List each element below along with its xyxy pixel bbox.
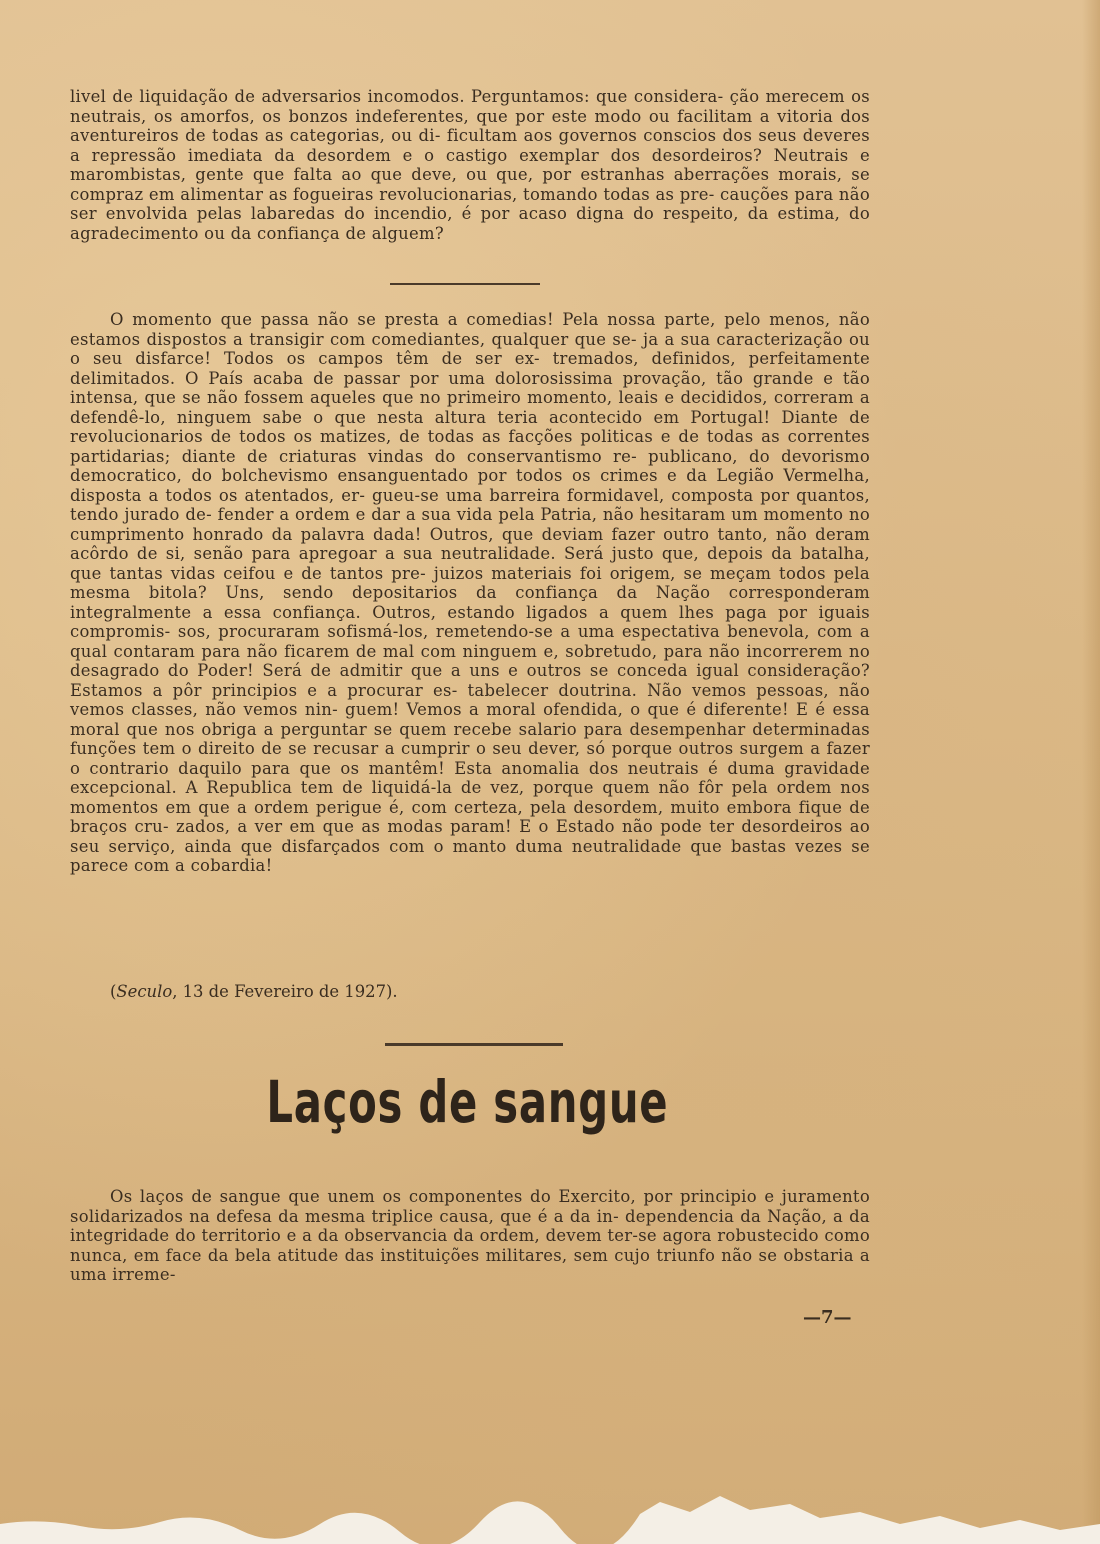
page-number: —7— <box>803 1307 852 1328</box>
paragraph-text: Os laços de sangue que unem os componentes do Exercito, por principio e juramento solidarizados na defesa da mesma triplice causa, que é a da in- dependencia da Nação, a da integridade do territorio e a da observancia da ordem, devem ter-se agora robustecido como nunca, em face da bela atitude das instituições militares, sem cujo triunfo não se obstaria a uma irreme- <box>70 1187 870 1284</box>
paper-edge-shadow <box>1082 0 1100 1544</box>
article-main-paragraph <box>70 310 870 876</box>
article-continuation-paragraph <box>70 87 870 243</box>
source-publication: Seculo <box>116 982 173 1001</box>
torn-bottom-edge <box>0 1484 1100 1544</box>
section-divider <box>385 1043 563 1046</box>
article-title: Laços de sangue <box>266 1068 669 1136</box>
paragraph-text: O momento que passa não se presta a comedias! Pela nossa parte, pelo menos, não estamos dispostos a transigir com comediantes, qualquer que se- ja a sua caracterização ou o seu disfarce! Todos os campos têm de ser ex- tremados, definidos, perfeitamente delimitados. O País acaba de passar por uma dolorosissima provação, tão grande e tão intensa, que se não fossem aqueles que no primeiro momento, leais e decididos, correram a defendê-lo, ninguem sabe o que nesta altura teria acontecido em Portugal! Diante de revolucionarios de todos os matizes, de todas as facções politicas e de todas as correntes partidarias; diante de criaturas vindas do conservantismo re- publicano, do devorismo democratico, do bolchevismo ensanguentado por todos os crimes e da Legião Vermelha, disposta a todos os atentados, er- gueu-se uma barreira formidavel, composta por quantos, tendo jurado de- fender a ordem e dar a sua vida pela Patria, não hesitaram um momento no cumprimento honrado da palavra dada! Outros, que deviam fazer outro tanto, não deram acôrdo de si, senão para apregoar a sua neutralidade. Será justo que, depois da batalha, que tantas vidas ceifou e de tantos pre- juizos materiais foi origem, se meçam todos pela mesma bitola? Uns, sendo depositarios da confiança da Nação corresponderam integralmente a essa confiança. Outros, estando ligados a quem lhes paga por iguais compromis- sos, procuraram sofismá-los, remetendo-se a uma espectativa benevola, com a qual contaram para não ficarem de mal com ninguem e, sobretudo, para não incorrerem no desagrado do Poder! Será de admitir que a uns e outros se conceda igual consideração? Estamos a pôr principios e a procurar es- tabelecer doutrina. Não vemos pessoas, não vemos classes, não vemos nin- guem! Vemos a moral ofendida, o que é diferente! E é essa moral que nos obriga a perguntar se quem recebe salario para desempenhar determinadas funções tem o direito de se recusar a cumprir o seu dever, só porque outros surgem a fazer o contrario daquilo para que os mantêm! Esta anomalia dos neutrais é duma gravidade excepcional. A Republica tem de liquidá-la de vez, porque quem não fôr pela ordem nos momentos em que a ordem perigue é, com certeza, pela desordem, muito embora fique de braços cru- zados, a ver em que as modas param! E o Estado não pode ter desordeiros ao seu serviço, ainda que disfarçados com o manto duma neutralidade que bastas vezes se parece com a cobardia! <box>70 310 870 875</box>
new-article-paragraph <box>70 1187 870 1285</box>
source-citation: (Seculo, 13 de Fevereiro de 1927). <box>110 982 398 1001</box>
source-date: , 13 de Fevereiro de 1927). <box>172 982 398 1001</box>
paragraph-text: livel de liquidação de adversarios incomodos. Perguntamos: que considera- ção merecem os neutrais, os amorfos, os bonzos indeferentes, que por este modo ou facilitam a vitoria dos aventureiros de todas as categorias, ou di- ficultam aos governos conscios dos seus deveres a repressão imediata da desordem e o castigo exemplar dos desordeiros? Neutrais e marombistas, gente que falta ao que deve, ou que, por estranhas aberrações morais, se compraz em alimentar as fogueiras revolucionarias, tomando todas as pre- cauções para não ser envolvida pelas labaredas do incendio, é por acaso digna do respeito, da estima, do agradecimento ou da confiança de alguem? <box>70 87 871 243</box>
section-divider <box>390 283 540 285</box>
